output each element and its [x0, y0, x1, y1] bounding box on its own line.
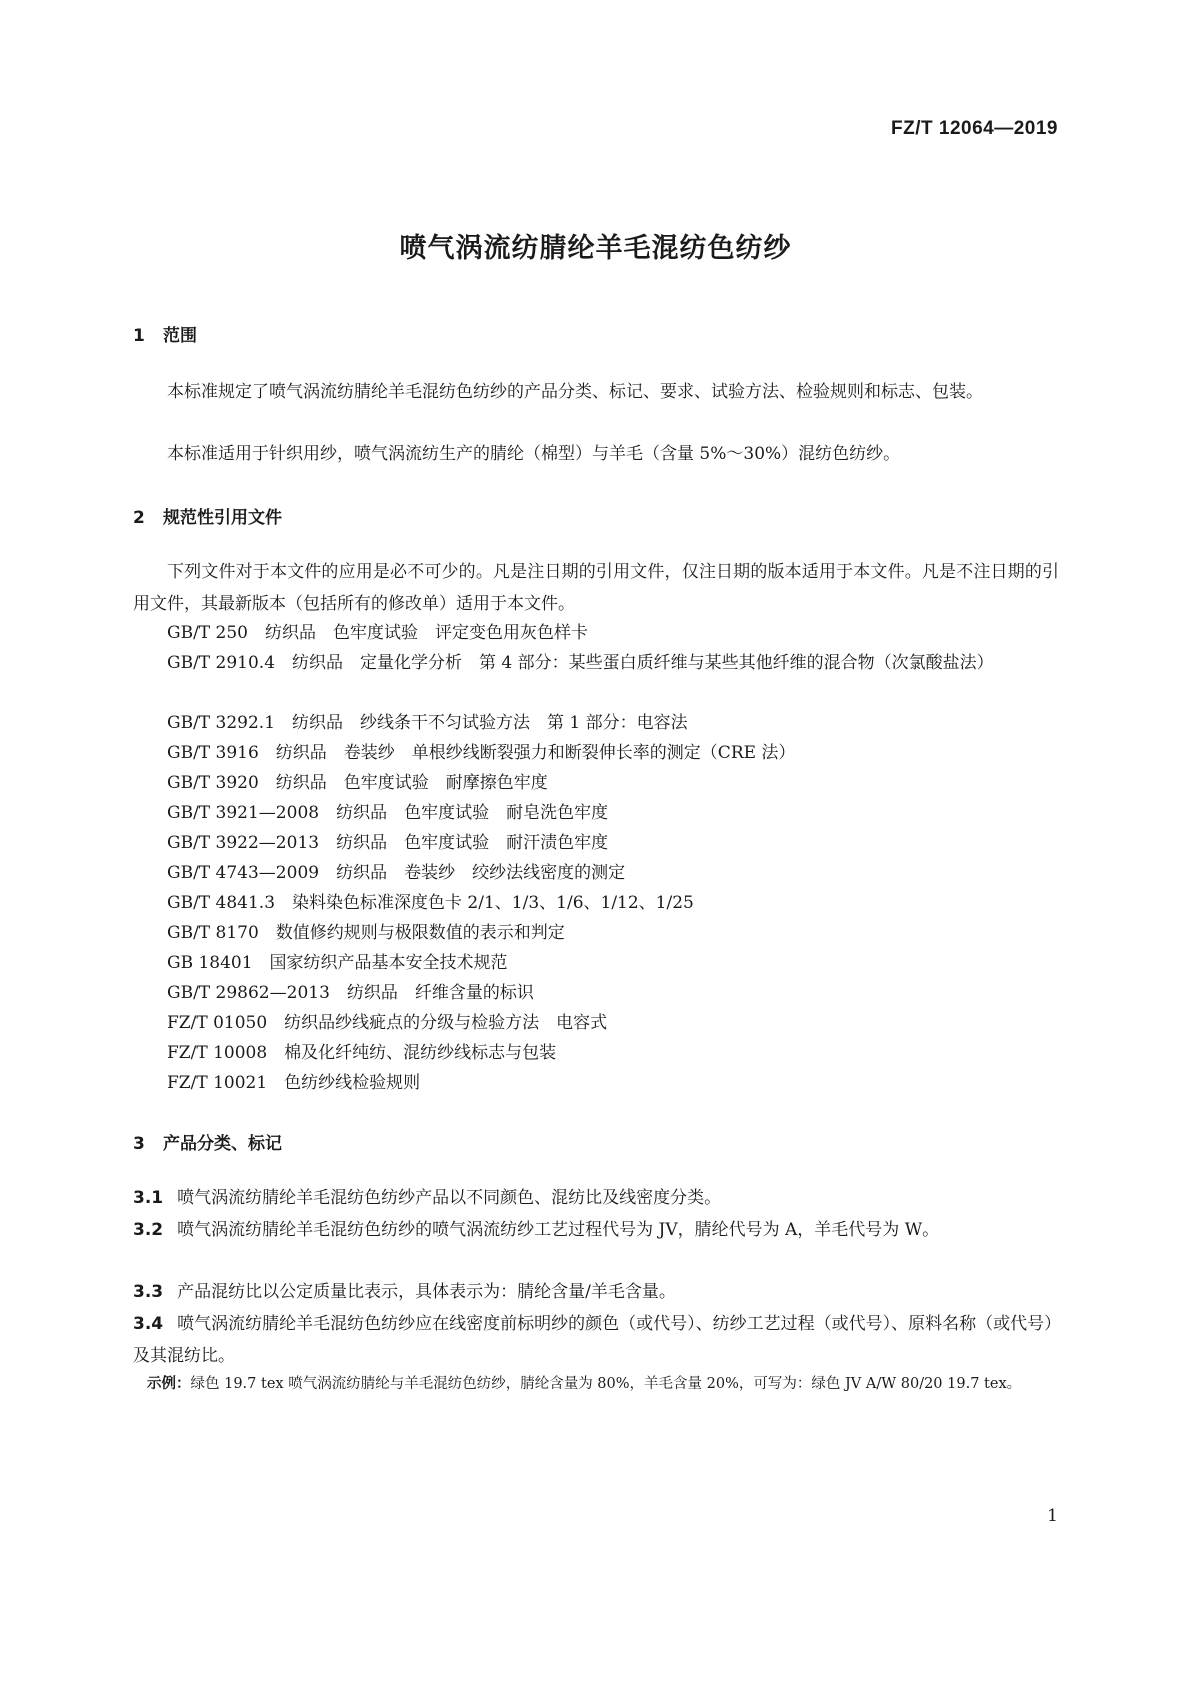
- example-label: 示例：: [147, 1376, 191, 1392]
- clause-text: 产品混纺比以公定质量比表示，具体表示为：腈纶含量/羊毛含量。: [177, 1282, 676, 1302]
- reference-item: GB/T 3920 纺织品 色牢度试验 耐摩擦色牢度: [167, 773, 548, 793]
- scope-paragraph-2: 本标准适用于针织用纱，喷气涡流纺生产的腈纶（棉型）与羊毛（含量 5%～30%）混纺色纺纱。: [167, 444, 901, 464]
- section-2-heading: [133, 503, 282, 528]
- standard-code: FZ/T 12064—2019: [891, 118, 1058, 139]
- clause-3-4: [133, 1308, 1059, 1372]
- page-number: 1: [1047, 1506, 1058, 1526]
- example-text: 绿色 19.7 tex 喷气涡流纺腈纶与羊毛混纺色纺纱，腈纶含量为 80%，羊毛含量 20%，可写为：绿色 JV A/W 80/20 19.7 tex。: [190, 1376, 1022, 1392]
- reference-item: GB/T 8170 数值修约规则与极限数值的表示和判定: [167, 923, 565, 943]
- clause-text: 喷气涡流纺腈纶羊毛混纺色纺纱的喷气涡流纺纱工艺过程代号为 JV，腈纶代号为 A，羊毛代号为 W。: [177, 1220, 940, 1240]
- clause-number: 3.3: [133, 1282, 164, 1302]
- document-title: 喷气涡流纺腈纶羊毛混纺色纺纱: [399, 233, 792, 264]
- clause-text: 喷气涡流纺腈纶羊毛混纺色纺纱产品以不同颜色、混纺比及线密度分类。: [177, 1188, 722, 1208]
- reference-item: GB/T 3922—2013 纺织品 色牢度试验 耐汗渍色牢度: [167, 833, 609, 853]
- clause-number: 3.4: [133, 1314, 164, 1334]
- reference-item: FZ/T 10021 色纺纱线检验规则: [167, 1073, 421, 1093]
- reference-item: GB/T 3921—2008 纺织品 色牢度试验 耐皂洗色牢度: [167, 803, 609, 823]
- section-number: 2: [133, 508, 145, 528]
- reference-item: GB/T 4841.3 染料染色标准深度色卡 2/1、1/3、1/6、1/12、1/25: [167, 893, 694, 913]
- reference-item: FZ/T 10008 棉及化纤纯纺、混纺纱线标志与包装: [167, 1043, 557, 1063]
- references-intro: 下列文件对于本文件的应用是必不可少的。凡是注日期的引用文件，仅注日期的版本适用于本文件。凡是不注日期的引用文件，其最新版本（包括所有的修改单）适用于本文件。: [133, 562, 1059, 614]
- clause-3-1: [133, 1182, 1059, 1214]
- clause-3-2: [133, 1214, 1059, 1246]
- clause-number: 3.1: [133, 1188, 164, 1208]
- section-title: 范围: [163, 326, 197, 346]
- section-1-heading: [133, 321, 197, 346]
- reference-item: GB/T 250 纺织品 色牢度试验 评定变色用灰色样卡: [167, 623, 588, 643]
- clause-number: 3.2: [133, 1220, 164, 1240]
- section-title: 规范性引用文件: [163, 508, 282, 528]
- reference-item: FZ/T 01050 纺织品纱线疵点的分级与检验方法 电容式: [167, 1013, 608, 1033]
- reference-item: GB 18401 国家纺织产品基本安全技术规范: [167, 953, 508, 973]
- reference-item: GB/T 29862—2013 纺织品 纤维含量的标识: [167, 983, 534, 1003]
- section-title: 产品分类、标记: [163, 1134, 282, 1154]
- section-number: 3: [133, 1134, 145, 1154]
- clause-3-3: [133, 1276, 1059, 1308]
- reference-item: GB/T 3292.1 纺织品 纱线条干不匀试验方法 第 1 部分：电容法: [167, 713, 688, 733]
- section-number: 1: [133, 326, 145, 346]
- reference-item: GB/T 2910.4 纺织品 定量化学分析 第 4 部分：某些蛋白质纤维与某些其他纤维的混合物（次氯酸盐法）: [167, 653, 994, 673]
- scope-paragraph-1: 本标准规定了喷气涡流纺腈纶羊毛混纺色纺纱的产品分类、标记、要求、试验方法、检验规则和标志、包装。: [167, 382, 983, 402]
- section-3-heading: [133, 1129, 282, 1154]
- reference-item: GB/T 4743—2009 纺织品 卷装纱 绞纱法线密度的测定: [167, 863, 626, 883]
- reference-item: GB/T 3916 纺织品 卷装纱 单根纱线断裂强力和断裂伸长率的测定（CRE 法）: [167, 743, 796, 763]
- example-note: [147, 1369, 1059, 1400]
- clause-text: 喷气涡流纺腈纶羊毛混纺色纺纱应在线密度前标明纱的颜色（或代号）、纺纱工艺过程（或代号）、原料名称（或代号）及其混纺比。: [133, 1314, 1053, 1366]
